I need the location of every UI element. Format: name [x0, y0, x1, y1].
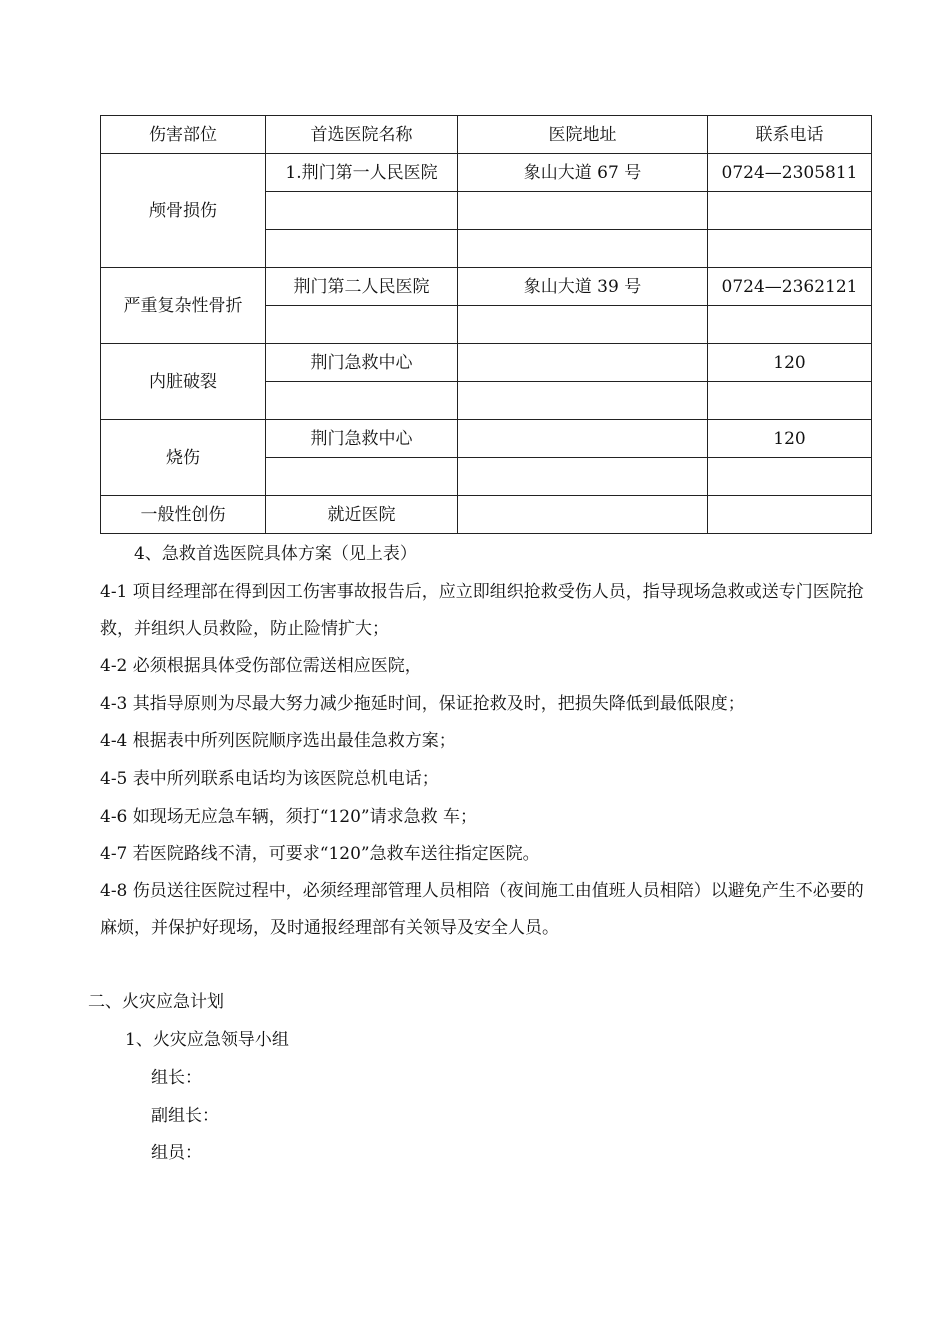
injury-part-cell: 颅骨损伤 [101, 154, 266, 268]
section4-item-3: 4-3 其指导原则为尽最大努力减少拖延时间，保证抢救及时，把损失降低到最低限度； [100, 694, 745, 714]
hospital-cell: 荆门急救中心 [266, 420, 458, 458]
group-leader-label: 组长： [151, 1068, 202, 1088]
phone-cell: 120 [708, 344, 872, 382]
table-row [101, 268, 872, 306]
section4-title: 4、急救首选医院具体方案（见上表） [134, 544, 417, 564]
members-label: 组员： [151, 1143, 202, 1163]
vice-leader-label: 副组长： [151, 1106, 219, 1126]
address-cell [458, 344, 708, 382]
header-injury-part: 伤害部位 [101, 116, 266, 154]
phone-cell [708, 230, 872, 268]
section4-item-5: 4-5 表中所列联系电话均为该医院总机电话； [100, 769, 439, 789]
phone-cell [708, 306, 872, 344]
phone-cell [708, 192, 872, 230]
table-row [101, 344, 872, 382]
hospital-cell: 荆门第二人民医院 [266, 268, 458, 306]
address-cell [458, 420, 708, 458]
address-cell [458, 306, 708, 344]
phone-cell: 0724—2305811 [708, 154, 872, 192]
address-cell [458, 496, 708, 534]
hospital-cell: 1.荆门第一人民医院 [266, 154, 458, 192]
header-hospital-name: 首选医院名称 [266, 116, 458, 154]
hospital-cell [266, 230, 458, 268]
phone-cell [708, 458, 872, 496]
address-cell [458, 382, 708, 420]
header-hospital-address: 医院地址 [458, 116, 708, 154]
table-row [101, 496, 872, 534]
injury-part-cell: 内脏破裂 [101, 344, 266, 420]
phone-cell [708, 382, 872, 420]
table-row [101, 420, 872, 458]
address-cell: 象山大道 39 号 [458, 268, 708, 306]
injury-part-cell: 严重复杂性骨折 [101, 268, 266, 344]
section4-item-7: 4-7 若医院路线不清，可要求“120”急救车送往指定医院。 [100, 844, 540, 864]
hospital-cell [266, 306, 458, 344]
section4-item-2: 4-2 必须根据具体受伤部位需送相应医院， [100, 656, 422, 676]
section4-item-6: 4-6 如现场无应急车辆，须打“120”请求急救 车； [100, 807, 478, 827]
hospital-cell: 就近医院 [266, 496, 458, 534]
section4-item-8: 4-8 伤员送往医院过程中，必须经理部管理人员相陪（夜间施工由值班人员相陪）以避免产生不必要的麻烦，并保护好现场，及时通报经理部有关领导及安全人员。 [100, 881, 864, 938]
address-cell: 象山大道 67 号 [458, 154, 708, 192]
phone-cell: 120 [708, 420, 872, 458]
address-cell [458, 230, 708, 268]
hospital-cell [266, 382, 458, 420]
fire-plan-title: 二、火灾应急计划 [88, 992, 224, 1012]
hospital-cell [266, 192, 458, 230]
injury-part-cell: 一般性创伤 [101, 496, 266, 534]
phone-cell [708, 496, 872, 534]
hospital-cell [266, 458, 458, 496]
table-row [101, 154, 872, 192]
hospital-table [100, 115, 872, 534]
address-cell [458, 458, 708, 496]
table-header-row [101, 116, 872, 154]
hospital-cell: 荆门急救中心 [266, 344, 458, 382]
phone-cell: 0724—2362121 [708, 268, 872, 306]
header-phone: 联系电话 [708, 116, 872, 154]
address-cell [458, 192, 708, 230]
injury-part-cell: 烧伤 [101, 420, 266, 496]
section4-item-4: 4-4 根据表中所列医院顺序选出最佳急救方案； [100, 731, 456, 751]
section4-item-1: 4-1 项目经理部在得到因工伤害事故报告后，应立即组织抢救受伤人员，指导现场急救或送专门医院抢救，并组织人员救险，防止险情扩大； [100, 582, 864, 639]
fire-group-title: 1、火灾应急领导小组 [125, 1030, 289, 1050]
